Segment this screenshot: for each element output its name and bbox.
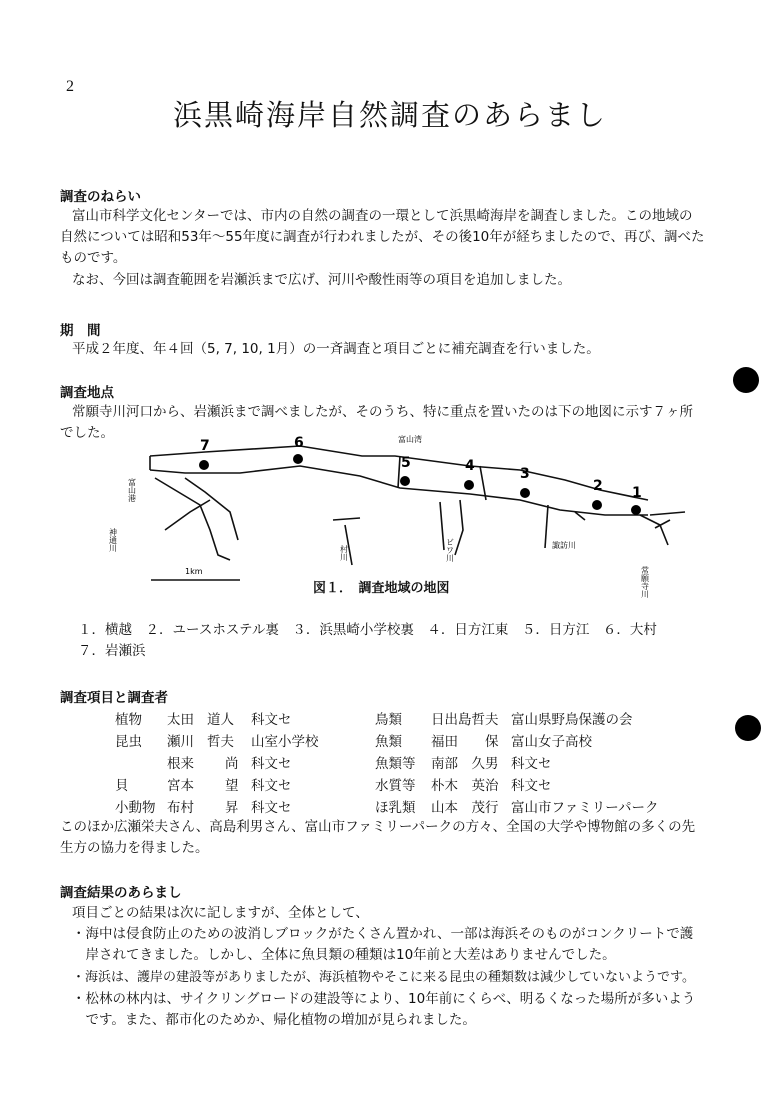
surveyor-surname: 太田 — [167, 712, 194, 728]
survey-item: 植物 — [115, 712, 142, 728]
purpose-line: 自然については昭和53年〜55年度に調査が行われましたが、その後10年が経ちましたので、再び、調べた — [60, 229, 705, 245]
results-line: 岸されてきました。しかし、全体に魚貝類の種類は10年前と大差はありませんでした。 — [72, 947, 616, 963]
surveyor-name: 山本 茂行 — [431, 800, 499, 816]
map-caption: 図１． 調査地域の地図 — [313, 581, 450, 596]
page-title: 浜黒崎海岸自然調査のあらまし — [172, 98, 607, 132]
port-outline-inner — [185, 478, 238, 540]
site-label-1: 1 — [632, 485, 642, 501]
surveyor-name: 日出島哲夫 — [431, 712, 499, 728]
surveyor-name: 南部 久男 — [431, 756, 499, 772]
joganji-river-label: 常願寺川 — [640, 566, 650, 598]
river-suwa — [545, 505, 548, 548]
results-line: です。また、都市化のためか、帰化植物の増加が見られました。 — [72, 1012, 476, 1028]
results-heading: 調査結果のあらまし — [60, 885, 182, 901]
jintsu-river-label: 神通川 — [108, 528, 118, 552]
surveyor-surname: 根来 — [167, 756, 194, 772]
survey-item: 魚類等 — [375, 756, 416, 772]
river-joganji — [640, 515, 668, 545]
survey-item: 昆虫 — [115, 734, 142, 750]
surveyor-org: 科文セ — [251, 712, 292, 728]
purpose-heading: 調査のねらい — [60, 189, 141, 205]
survey-item: 魚類 — [375, 734, 402, 750]
results-line: ・松林の林内は、サイクリングロードの建設等により、10年前にくらべ、明るくなった場所が多いよう — [72, 991, 696, 1007]
site-point-6 — [293, 454, 303, 464]
surveyor-org: 富山市ファミリーパーク — [511, 800, 659, 816]
sites-line: でした。 — [60, 425, 114, 441]
results-line: ・海浜は、護岸の建設等がありましたが、海浜植物やそこに来る昆虫の種類数は減少していないようです。 — [72, 970, 695, 985]
page-number: 2 — [66, 78, 74, 95]
section-tick — [398, 456, 400, 488]
site-label-3: 3 — [520, 466, 530, 482]
site-point-4 — [464, 480, 474, 490]
surveyor-org: 富山女子高校 — [511, 734, 592, 750]
surveyor-given: 昇 — [225, 800, 239, 816]
mura-river-label: 村川 — [339, 545, 349, 561]
surveyor-org: 富山県野鳥保護の会 — [511, 712, 633, 728]
survey-item: 貝 — [115, 778, 129, 794]
surveyor-org: 科文セ — [251, 756, 292, 772]
sea-label: 富山湾 — [398, 435, 422, 444]
period-text: 平成２年度、年４回（5, 7, 10, 1月）の一斉調査と項目ごとに補充調査を行いました。 — [72, 341, 600, 357]
survey-item: 水質等 — [375, 778, 416, 794]
results-line: ・海中は侵食防止のための波消しブロックがたくさん置かれ、一部は海浜そのものがコンクリートで護 — [72, 926, 694, 942]
survey-item: ほ乳類 — [375, 800, 416, 816]
surveyor-org: 科文セ — [511, 756, 552, 772]
site-point-7 — [199, 460, 209, 470]
thanks-line: このほか広瀬栄夫さん、高島利男さん、富山市ファミリーパークの方々、全国の大学や博物館の多くの先 — [60, 819, 696, 835]
river-biwa-bank — [455, 500, 463, 555]
survey-item: 鳥類 — [375, 712, 402, 728]
surveyor-surname: 宮本 — [167, 778, 194, 794]
site-point-1 — [631, 505, 641, 515]
site-label-6: 6 — [294, 435, 304, 451]
river-mura-bank — [333, 518, 360, 520]
surveyor-surname: 布村 — [167, 800, 194, 816]
surveyor-given: 望 — [225, 778, 239, 794]
site-legend-line: ７．岩瀬浜 — [78, 643, 146, 659]
surveyor-org: 科文セ — [511, 778, 552, 794]
surveyor-surname: 瀬川 — [167, 734, 194, 750]
suwa-river-label: 諏訪川 — [552, 541, 576, 550]
site-label-2: 2 — [593, 478, 603, 494]
survey-item: 小動物 — [115, 800, 156, 816]
purpose-line: なお、今回は調査範囲を岩瀬浜まで広げ、河川や酸性雨等の項目を追加しました。 — [72, 272, 571, 288]
period-heading: 期 間 — [60, 323, 101, 339]
scale-label: 1km — [185, 567, 203, 576]
surveyor-given: 尚 — [225, 756, 239, 772]
surveyor-given: 哲夫 — [207, 734, 234, 750]
site-point-3 — [520, 488, 530, 498]
sites-heading: 調査地点 — [60, 385, 114, 401]
river-biwa — [440, 502, 444, 550]
site-point-2 — [592, 500, 602, 510]
purpose-line: 富山市科学文化センターでは、市内の自然の調査の一環として浜黒崎海岸を調査しました。この地域の — [72, 208, 693, 224]
river-joganji-bank — [650, 512, 685, 515]
surveyor-org: 山室小学校 — [251, 734, 319, 750]
surveyor-name: 福田 保 — [431, 734, 499, 750]
purpose-line: ものです。 — [60, 250, 127, 266]
biwa-river-label: ビワ川 — [445, 538, 455, 562]
results-intro: 項目ごとの結果は次に記しますが、全体として、 — [72, 905, 369, 921]
surveyor-given: 道人 — [207, 712, 234, 728]
sites-line: 常願寺川河口から、岩瀬浜まで調べましたが、そのうち、特に重点を置いたのは下の地図に示す７ヶ所 — [72, 404, 693, 420]
site-label-7: 7 — [200, 438, 210, 454]
site-legend-line: １．横越 ２．ユースホステル裏 ３．浜黒崎小学校裏 ４．日方江東 ５．日方江 ６．大村 — [78, 622, 657, 638]
site-label-4: 4 — [465, 458, 475, 474]
surveyor-name: 朴木 英治 — [431, 778, 499, 794]
site-label-5: 5 — [401, 455, 411, 471]
surveyor-org: 科文セ — [251, 778, 292, 794]
surveyors-heading: 調査項目と調査者 — [60, 690, 168, 706]
thanks-line: 生方の協力を得ました。 — [60, 840, 209, 856]
port-label: 富山港 — [127, 478, 137, 502]
surveyor-org: 科文セ — [251, 800, 292, 816]
site-point-5 — [400, 476, 410, 486]
